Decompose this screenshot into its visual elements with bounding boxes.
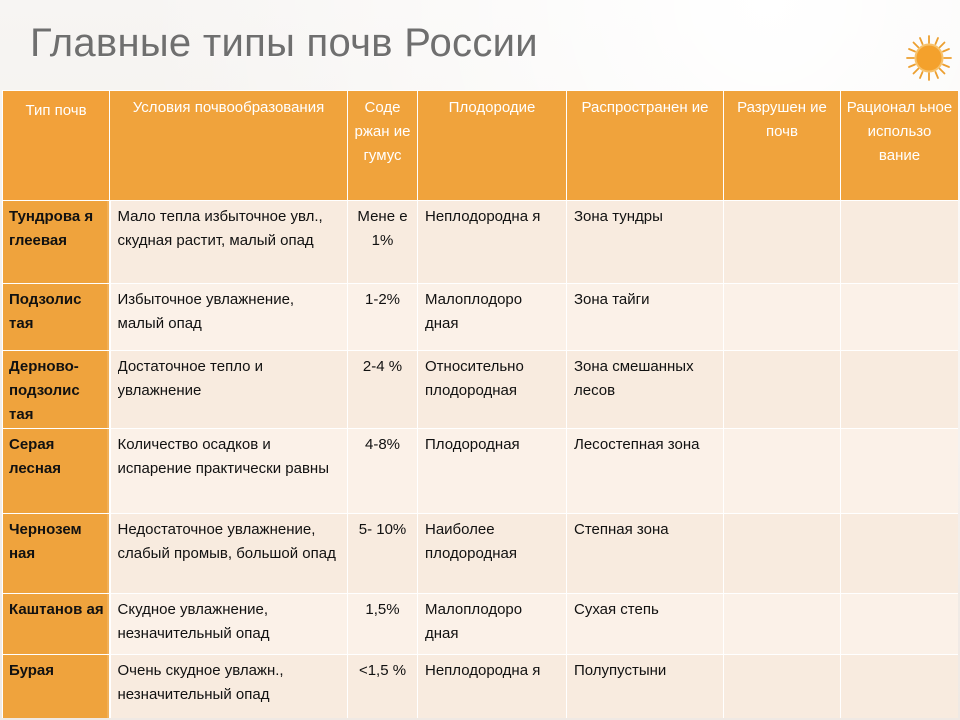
destruction-cell xyxy=(724,655,841,719)
soil-type-text: Тундрова я глеевая xyxy=(9,208,94,249)
distribution-cell xyxy=(567,655,724,719)
rational-use-text xyxy=(848,355,951,428)
sun-icon xyxy=(905,34,953,82)
header-fertility: Плодородие xyxy=(418,91,567,201)
fertility-cell xyxy=(418,201,567,284)
fertility-cell xyxy=(418,655,567,719)
destruction-text xyxy=(731,205,833,283)
destruction-cell xyxy=(724,284,841,351)
fertility-text: Относительно плодородная xyxy=(425,358,524,399)
destruction-cell xyxy=(724,429,841,514)
distribution-text: Зона смешанных лесов xyxy=(574,358,694,399)
conditions-cell xyxy=(110,594,348,655)
destruction-cell xyxy=(724,201,841,284)
destruction-cell xyxy=(724,514,841,594)
humus-cell xyxy=(348,201,418,284)
destruction-text xyxy=(731,518,833,593)
fertility-cell xyxy=(418,351,567,429)
conditions-text: Очень скудное увлажн., незначительный опад xyxy=(117,662,284,703)
conditions-cell xyxy=(110,351,348,429)
table-row xyxy=(3,351,959,429)
destruction-text xyxy=(731,355,833,428)
destruction-text xyxy=(731,659,833,718)
humus-cell xyxy=(348,284,418,351)
rational-use-cell xyxy=(841,284,959,351)
conditions-cell xyxy=(110,514,348,594)
distribution-text: Зона тундры xyxy=(574,208,663,225)
distribution-text: Полупустыни xyxy=(574,662,667,679)
rational-use-cell xyxy=(841,514,959,594)
humus-text: <1,5 % xyxy=(358,662,407,679)
conditions-text: Количество осадков и испарение практически равны xyxy=(117,436,329,477)
fertility-text: Малоплодоро дная xyxy=(425,601,523,642)
distribution-cell xyxy=(567,351,724,429)
conditions-cell xyxy=(110,655,348,719)
distribution-cell xyxy=(567,429,724,514)
header-soil-destruction: Разрушен ие почв xyxy=(724,91,841,201)
fertility-cell xyxy=(418,429,567,514)
page-title: Главные типы почв России xyxy=(30,21,538,65)
soil-types-table-wrapper xyxy=(2,90,958,718)
soil-type-cell xyxy=(3,594,110,655)
table-row xyxy=(3,429,959,514)
fertility-text: Наиболее плодородная xyxy=(425,521,518,562)
soil-type-text: Чернозем ная xyxy=(9,521,82,562)
distribution-cell xyxy=(567,514,724,594)
conditions-cell xyxy=(110,429,348,514)
conditions-cell xyxy=(110,284,348,351)
soil-type-text: Бурая xyxy=(9,662,54,679)
conditions-text: Мало тепла избыточное увл., скудная растит, малый опад xyxy=(117,208,323,249)
destruction-cell xyxy=(724,351,841,429)
rational-use-cell xyxy=(841,429,959,514)
fertility-cell xyxy=(418,514,567,594)
rational-use-text xyxy=(848,205,951,283)
conditions-cell xyxy=(110,201,348,284)
rational-use-text xyxy=(848,433,951,513)
humus-cell xyxy=(348,351,418,429)
rational-use-text xyxy=(848,288,951,350)
destruction-text xyxy=(731,598,833,654)
destruction-cell xyxy=(724,594,841,655)
humus-text: 4-8% xyxy=(364,436,401,453)
soil-types-table xyxy=(2,90,958,718)
distribution-text: Зона тайги xyxy=(574,291,650,308)
rational-use-cell xyxy=(841,594,959,655)
fertility-text: Неплодородна я xyxy=(425,662,541,679)
fertility-text: Плодородная xyxy=(425,436,520,453)
humus-text: 1-2% xyxy=(364,291,401,308)
table-row xyxy=(3,514,959,594)
soil-type-cell xyxy=(3,429,110,514)
distribution-cell xyxy=(567,594,724,655)
conditions-text: Избыточное увлажнение, малый опад xyxy=(117,291,295,332)
fertility-text: Неплодородна я xyxy=(425,208,541,225)
destruction-text xyxy=(731,288,833,350)
soil-type-text: Каштанов ая xyxy=(9,601,104,618)
soil-type-cell xyxy=(3,284,110,351)
soil-type-cell xyxy=(3,655,110,719)
table-row xyxy=(3,655,959,719)
soil-type-text: Подзолис тая xyxy=(9,291,82,332)
soil-type-cell xyxy=(3,351,110,429)
soil-type-text: Дерново- подзолис тая xyxy=(9,358,80,423)
header-formation-conditions: Условия почвообразования xyxy=(110,91,348,201)
distribution-text: Лесостепная зона xyxy=(574,436,700,453)
humus-text: 2-4 % xyxy=(362,358,403,375)
header-humus-content: Соде ржан ие гумус xyxy=(348,91,418,201)
soil-type-cell xyxy=(3,514,110,594)
header-rational-use: Рационал ьное использо вание xyxy=(841,91,959,201)
table-row xyxy=(3,284,959,351)
header-distribution: Распространен ие xyxy=(567,91,724,201)
table-row xyxy=(3,594,959,655)
rational-use-text xyxy=(848,659,951,718)
soil-type-text: Серая лесная xyxy=(9,436,61,477)
conditions-text: Достаточное тепло и увлажнение xyxy=(117,358,264,399)
rational-use-cell xyxy=(841,655,959,719)
fertility-cell xyxy=(418,594,567,655)
destruction-text xyxy=(731,433,833,513)
fertility-text: Малоплодоро дная xyxy=(425,291,523,332)
distribution-text: Сухая степь xyxy=(574,601,659,618)
soil-type-cell xyxy=(3,201,110,284)
humus-cell xyxy=(348,514,418,594)
conditions-text: Скудное увлажнение, незначительный опад xyxy=(117,601,270,642)
rational-use-text xyxy=(848,598,951,654)
rational-use-cell xyxy=(841,201,959,284)
conditions-text: Недостаточное увлажнение, слабый промыв, большой опад xyxy=(117,521,336,562)
humus-cell xyxy=(348,594,418,655)
humus-cell xyxy=(348,429,418,514)
rational-use-cell xyxy=(841,351,959,429)
fertility-cell xyxy=(418,284,567,351)
distribution-cell xyxy=(567,284,724,351)
distribution-text: Степная зона xyxy=(574,521,669,538)
humus-cell xyxy=(348,655,418,719)
humus-text: 1,5% xyxy=(365,601,400,618)
table-row xyxy=(3,201,959,284)
header-soil-type: Тип почв xyxy=(3,91,110,201)
humus-text: 5- 10% xyxy=(358,521,407,538)
humus-text: Мене е 1% xyxy=(357,208,408,249)
rational-use-text xyxy=(848,518,951,593)
distribution-cell xyxy=(567,201,724,284)
